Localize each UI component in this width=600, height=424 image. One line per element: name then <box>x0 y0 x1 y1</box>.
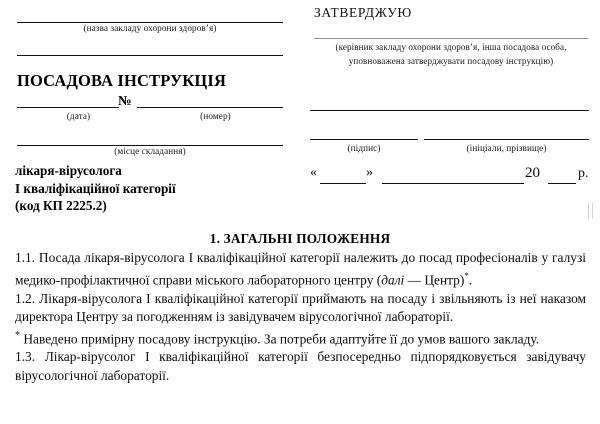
footnote <box>15 327 586 349</box>
org-name-rule-second <box>17 55 283 56</box>
paragraph-1-1 <box>15 249 586 290</box>
approver-name-rule <box>310 110 589 111</box>
signature-rule <box>310 139 418 140</box>
signature-caption: (підпис) <box>347 143 381 153</box>
approver-caption: (керівник закладу охорони здоров’я, інша посадова особа, уповноважена затверджувати посадову інструкцію) <box>335 42 567 66</box>
quote-close: » <box>366 165 373 180</box>
number-caption: (номер) <box>200 111 231 121</box>
org-name-caption: (назва закладу охорони здоров’я) <box>83 23 217 33</box>
position-line-3: (код КП 2225.2) <box>15 198 107 213</box>
approve-heading: ЗАТВЕРДЖУЮ <box>314 5 412 20</box>
paragraph-1-1-italic: далі <box>381 272 405 288</box>
day-blank[interactable] <box>320 183 366 184</box>
initials-rule <box>424 139 589 140</box>
footnote-text: Наведено примірну посадову інструкцію. За потреби адаптуйте її до умов вашого закладу. <box>20 331 540 347</box>
position-block <box>15 162 295 215</box>
place-caption: (місце складання) <box>114 146 186 156</box>
date-blank-rule <box>17 107 119 108</box>
quote-open: « <box>310 165 317 180</box>
paragraph-1-3 <box>15 348 586 385</box>
footnote-mark: * <box>15 329 20 341</box>
document-title: ПОСАДОВА ІНСТРУКЦІЯ <box>17 71 227 90</box>
number-sign: № <box>118 93 132 108</box>
date-caption: (дата) <box>66 111 91 121</box>
number-blank-rule <box>137 107 283 108</box>
year-suffix: р. <box>578 166 589 181</box>
position-line-2: І кваліфікаційної категорії <box>15 180 176 196</box>
paragraph-1-2-text: Лікаря-вірусолога І кваліфікаційної категорії приймають на посаду і звільняють із неї наказом директора Центру за погодженням із завідувачем вірусологічної лабораторії. <box>15 291 586 325</box>
month-blank[interactable] <box>382 183 524 184</box>
paragraph-1-1-footnote-mark: * <box>464 271 469 282</box>
position-line-1: лікаря-вірусолога <box>15 163 122 178</box>
paragraph-1-2-number: 1.2. <box>15 291 36 307</box>
paragraph-1-1-number: 1.1. <box>15 250 36 265</box>
paragraph-1-1-text-end: . <box>468 272 473 288</box>
paragraph-1-2 <box>15 290 586 327</box>
initials-caption: (ініціали, прізвище) <box>466 143 547 153</box>
paragraph-1-3-text: Лікар-вірусолог І кваліфікаційної категорії безпосередньо підпорядковується завідувачу вірусологічної лабораторії. <box>15 349 586 383</box>
year-prefix: 20 <box>525 165 540 181</box>
approval-date-row <box>310 165 595 187</box>
body-text <box>15 249 586 385</box>
approver-rule <box>314 38 588 39</box>
year-blank[interactable] <box>548 183 576 184</box>
section-heading: 1. ЗАГАЛЬНІ ПОЛОЖЕННЯ <box>209 231 391 246</box>
page-edge-artifact <box>588 203 593 219</box>
paragraph-1-1-text-b: — Центр) <box>404 272 465 288</box>
paragraph-1-3-number: 1.3. <box>15 349 36 365</box>
paragraph-1-1-text-a: Посада лікаря-вірусолога І кваліфікаційної категорії належить до посад професіоналів у галузі медико-профілактичної справи міського лабораторного центру ( <box>15 250 586 288</box>
